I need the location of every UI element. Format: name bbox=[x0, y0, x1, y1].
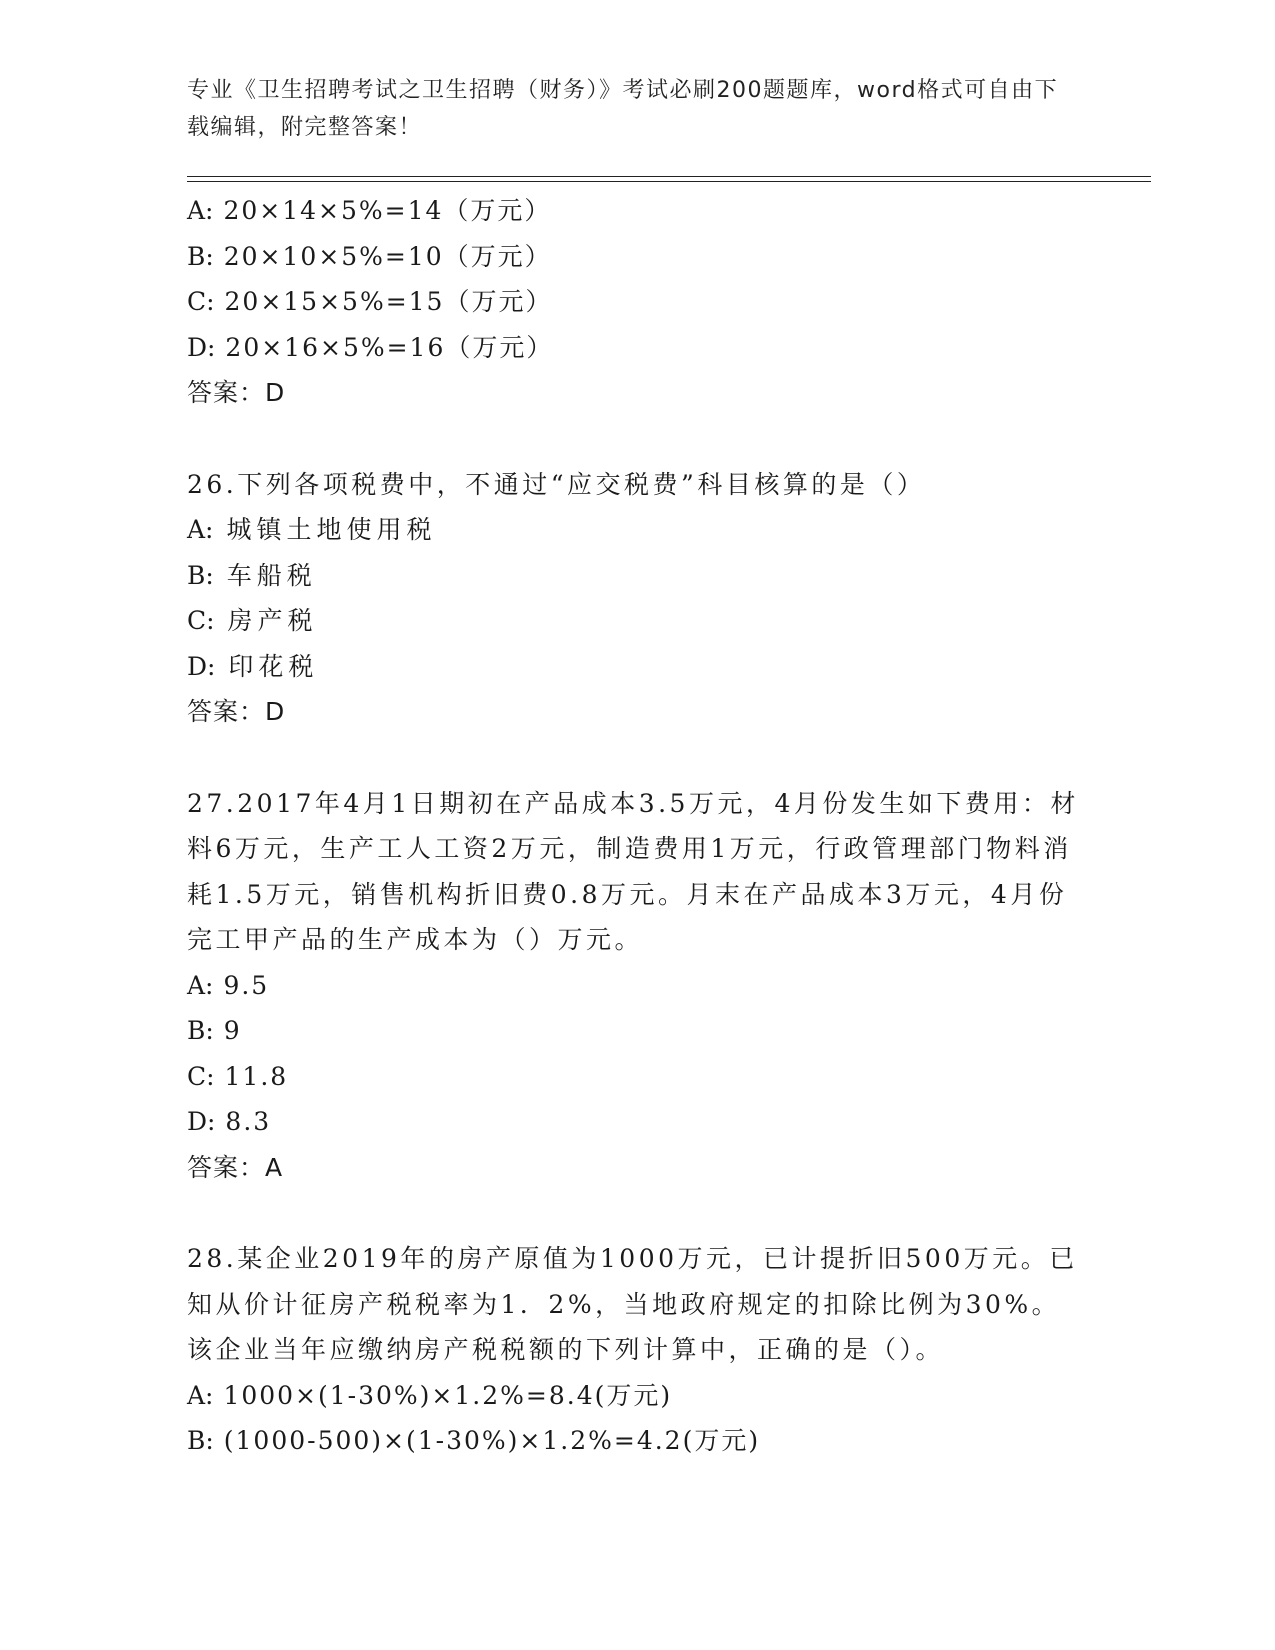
option-d bbox=[187, 1099, 1087, 1145]
option-a bbox=[187, 188, 1087, 234]
question-28 bbox=[187, 1236, 1087, 1464]
option-letter: B: bbox=[187, 241, 214, 271]
option-letter: A: bbox=[187, 196, 214, 225]
question-25 bbox=[187, 188, 1087, 416]
option-text: 9.5 bbox=[223, 970, 270, 1000]
header-rule-bottom bbox=[187, 181, 1151, 182]
option-letter: A: bbox=[187, 1380, 214, 1410]
question-26 bbox=[187, 462, 1087, 735]
option-a bbox=[187, 507, 1087, 553]
header-rule-top bbox=[187, 176, 1151, 177]
option-letter: B: bbox=[187, 560, 214, 590]
option-d bbox=[187, 644, 1087, 690]
option-b bbox=[187, 553, 1087, 599]
option-c bbox=[187, 598, 1087, 644]
option-a bbox=[187, 963, 1087, 1009]
option-text: 20×16×5%=16（万元） bbox=[225, 332, 554, 362]
document-header: 专业《卫生招聘考试之卫生招聘（财务）》考试必刷200题题库，word格式可自由下载编辑，附完整答案！ bbox=[187, 78, 1059, 140]
option-text: (1000-500)×(1-30%)×1.2%=4.2(万元) bbox=[223, 1426, 761, 1455]
answer-line: 答案：D bbox=[187, 378, 286, 407]
option-text: 1000×(1-30%)×1.2%=8.4(万元) bbox=[223, 1380, 673, 1410]
option-d bbox=[187, 325, 1087, 371]
option-letter: D: bbox=[187, 332, 216, 362]
option-letter: D: bbox=[187, 1107, 216, 1136]
option-text: 房产税 bbox=[227, 606, 318, 635]
option-c bbox=[187, 1054, 1087, 1100]
option-letter: D: bbox=[187, 651, 216, 681]
option-letter: C: bbox=[187, 1061, 215, 1091]
answer-line: 答案：D bbox=[187, 697, 286, 726]
option-b bbox=[187, 234, 1087, 280]
option-b bbox=[187, 1008, 1087, 1054]
option-text: 8.3 bbox=[225, 1107, 272, 1136]
option-text: 城镇土地使用税 bbox=[226, 515, 437, 544]
option-text: 印花税 bbox=[228, 651, 319, 681]
option-text: 20×15×5%=15（万元） bbox=[224, 287, 553, 316]
option-letter: B: bbox=[187, 1016, 214, 1045]
option-letter: B: bbox=[187, 1426, 214, 1455]
option-text: 11.8 bbox=[224, 1061, 289, 1091]
question-stem: 28.某企业2019年的房产原值为1000万元，已计提折旧500万元。已知从价计征房产税税率为1．2%，当地政府规定的扣除比例为30%。该企业当年应缴纳房产税税额的下列计算中，正确的是（）。 bbox=[187, 1244, 1078, 1364]
option-letter: C: bbox=[187, 287, 215, 316]
answer-line: 答案：A bbox=[187, 1152, 284, 1182]
option-b bbox=[187, 1418, 1087, 1464]
option-a bbox=[187, 1373, 1087, 1419]
question-stem: 27.2017年4月1日期初在产品成本3.5万元，4月份发生如下费用：材料6万元，生产工人工资2万元，制造费用1万元，行政管理部门物料消耗1.5万元，销售机构折旧费0.8万元。月末在产品成本3万元，4月份完工甲产品的生产成本为（）万元。 bbox=[187, 788, 1079, 954]
option-letter: C: bbox=[187, 606, 215, 635]
option-text: 9 bbox=[223, 1016, 242, 1045]
option-letter: A: bbox=[187, 515, 214, 544]
option-text: 20×10×5%=10（万元） bbox=[223, 241, 552, 271]
question-27 bbox=[187, 781, 1087, 1191]
option-text: 20×14×5%=14（万元） bbox=[223, 196, 552, 225]
question-stem: 26.下列各项税费中，不通过“应交税费”科目核算的是（） bbox=[187, 469, 926, 499]
option-letter: A: bbox=[187, 970, 214, 1000]
question-list bbox=[187, 188, 1087, 1464]
option-text: 车船税 bbox=[226, 560, 317, 590]
option-c bbox=[187, 279, 1087, 325]
